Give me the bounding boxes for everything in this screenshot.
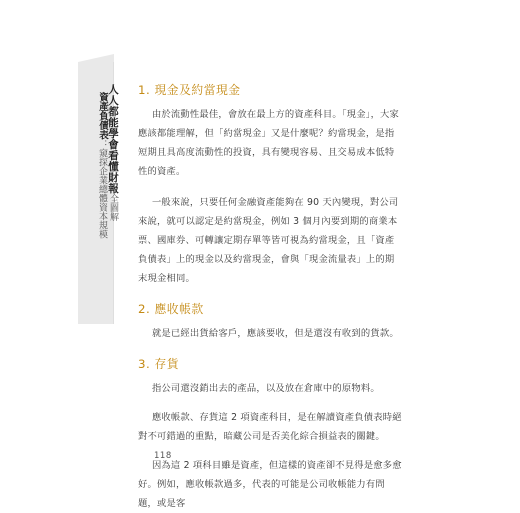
paragraph: 應收帳款、存貨這 2 項資產科目，是在解讀資產負債表時絕對不可錯過的重點，暗藏公司是否美化綜合損益表的關鍵。 bbox=[138, 412, 402, 442]
chapter-title-rest: ：窺探企業總體資本規模 bbox=[97, 139, 107, 239]
section-title-cash: 1. 現金及約當現金 bbox=[138, 83, 241, 97]
section-title-receivables: 2. 應收帳款 bbox=[138, 302, 204, 316]
page-number: 118 bbox=[154, 451, 172, 461]
section-title-inventory: 3. 存貨 bbox=[138, 357, 180, 371]
book-title: 人人都能學會看懂財報 bbox=[107, 84, 119, 194]
side-tab-chapter-title bbox=[80, 92, 110, 239]
paragraph: 就是已經出貨給客戶，應該要收，但是還沒有收到的貨款。 bbox=[151, 328, 399, 339]
chapter-title-bold: 資產負債表 bbox=[97, 92, 108, 140]
book-title-suffix: 全圖解 bbox=[108, 194, 118, 221]
paragraph: 指公司還沒銷出去的產品，以及放在倉庫中的原物料。 bbox=[151, 383, 380, 394]
paragraph: 一般來說，只要任何金融資產能夠在 90 天內變現，對公司來說，就可以認定是約當現金，例如 3 個月內要到期的商業本票、國庫券、可轉讓定期存單等皆可視為約當現金，且「資產負債表」上的現金以及約當現金，會與「現金流量表」上的期末現金相同。 bbox=[138, 197, 399, 284]
chapter-side-tab bbox=[78, 62, 119, 324]
page-body bbox=[138, 81, 402, 513]
paragraph: 由於流動性最佳，會放在最上方的資產科目。「現金」，大家應該都能理解，但「約當現金」又是什麼呢？約當現金，是指短期且具高度流動性的投資，具有變現容易、且交易成本低特性的資產。 bbox=[138, 109, 400, 177]
paragraph: 因為這 2 項科目雖是資產，但這樣的資產卻不見得是愈多愈好。例如，應收帳款過多，代表的可能是公司收帳能力有問題，或是客 bbox=[138, 460, 402, 509]
